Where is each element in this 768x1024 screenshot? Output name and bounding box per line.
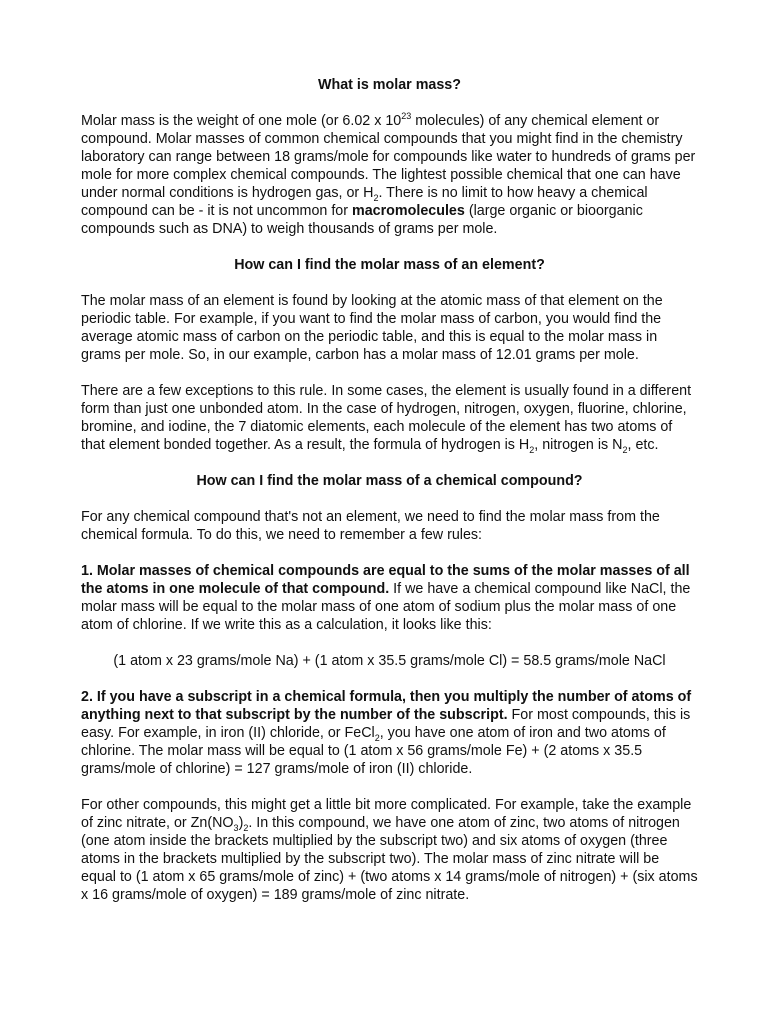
text-run: (large organic or bioorganic compounds such as DNA) to weigh thousands of grams per mole. [81, 203, 643, 237]
text-run: . In this compound, we have one atom of zinc, two atoms of nitrogen (one atom inside the brackets multiplied by the subscript two) and six atoms of oxygen (three atoms in the brackets multiplied by the subscript two). The molar mass of zinc nitrate will be equal to (1 atom x 65 grams/mole of zinc) + (two atoms x 14 grams/mole of nitrogen) + (six atoms x 16 grams/mole of oxygen) = 189 grams/mole of zinc nitrate. [81, 815, 698, 903]
paragraph-element: The molar mass of an element is found by looking at the atomic mass of that element on the periodic table. For example, if you want to find the molar mass of carbon, you would find the average atomic mass of carbon on the periodic table, and this is equal to the molar mass in grams per mole. So, in our example, carbon has a molar mass of 12.01 grams per mole. [81, 293, 663, 363]
text-run: For most compounds, this is easy. For example, in iron (II) chloride, or FeCl [81, 707, 691, 741]
paragraph-rule-2 [81, 688, 698, 778]
text-run: There are a few exceptions to this rule. In some cases, the element is usually found in a different form than just one unbonded atom. In the case of hydrogen, nitrogen, oxygen, fluorine, chlorine, bromine, and iodine, the 7 diatomic elements, each molecule of the element has two atoms of that element bonded together. As a result, the formula of hydrogen is H [81, 383, 692, 453]
text-run: Molar mass is the weight of one mole (or 6.02 x 10 [81, 113, 402, 129]
rule-1-statement: 1. Molar masses of chemical compounds are equal to the sums of the molar masses of all the atoms in one molecule of that compound. [81, 563, 690, 597]
calculation-nacl: (1 atom x 23 grams/mole Na) + (1 atom x 35.5 grams/mole Cl) = 58.5 grams/mole NaCl [113, 653, 666, 669]
subscript: 2 [243, 822, 249, 833]
rule-2-statement: 2. If you have a subscript in a chemical formula, then you multiply the number of atoms of anything next to that subscript by the number of the subscript. [81, 689, 692, 723]
subscript: 2 [622, 444, 628, 455]
paragraph-rule-1 [81, 562, 698, 634]
superscript: 23 [401, 111, 412, 122]
text-run: , etc. [627, 437, 659, 453]
subscript: 2 [374, 732, 380, 743]
subscript: 2 [373, 192, 379, 203]
heading-compound-molar-mass: How can I find the molar mass of a chemical compound? [196, 473, 583, 489]
document-body [81, 76, 698, 922]
paragraph-exceptions [81, 382, 698, 454]
text-run: , you have one atom of iron and two atoms of chlorine. The molar mass will be equal to (1 atom x 56 grams/mole Fe) + (2 atoms x 35.5 grams/mole of chlorine) = 127 grams/mole of iron (II) chloride. [81, 725, 666, 777]
paragraph-compound-intro: For any chemical compound that's not an element, we need to find the molar mass from the chemical formula. To do this, we need to remember a few rules: [81, 509, 660, 543]
text-run: ) [238, 815, 244, 831]
text-run: If we have a chemical compound like NaCl, the molar mass will be equal to the molar mass of one atom of sodium plus the molar mass of one atom of chlorine. If we write this as a calculation, it looks like this: [81, 581, 691, 633]
heading-element-molar-mass: How can I find the molar mass of an element? [234, 257, 545, 273]
paragraph-zinc-nitrate [81, 796, 698, 904]
bold-term: macromolecules [352, 203, 465, 219]
text-run: , nitrogen is N [534, 437, 623, 453]
paragraph-definition [81, 112, 698, 238]
text-run: . There is no limit to how heavy a chemical compound can be - it is not uncommon for [81, 185, 648, 219]
text-run: molecules) of any chemical element or compound. Molar masses of common chemical compounds that you might find in the chemistry laboratory can range between 18 grams/mole for compounds like water to hundreds of grams per mole for more complex chemical compounds. The lightest possible chemical that one can have under normal conditions is hydrogen gas, or H [81, 113, 696, 201]
heading-what-is-molar-mass: What is molar mass? [317, 77, 461, 93]
text-run: For other compounds, this might get a little bit more complicated. For example, take the example of zinc nitrate, or Zn(NO [81, 797, 692, 831]
subscript: 2 [529, 444, 535, 455]
subscript: 3 [233, 822, 239, 833]
